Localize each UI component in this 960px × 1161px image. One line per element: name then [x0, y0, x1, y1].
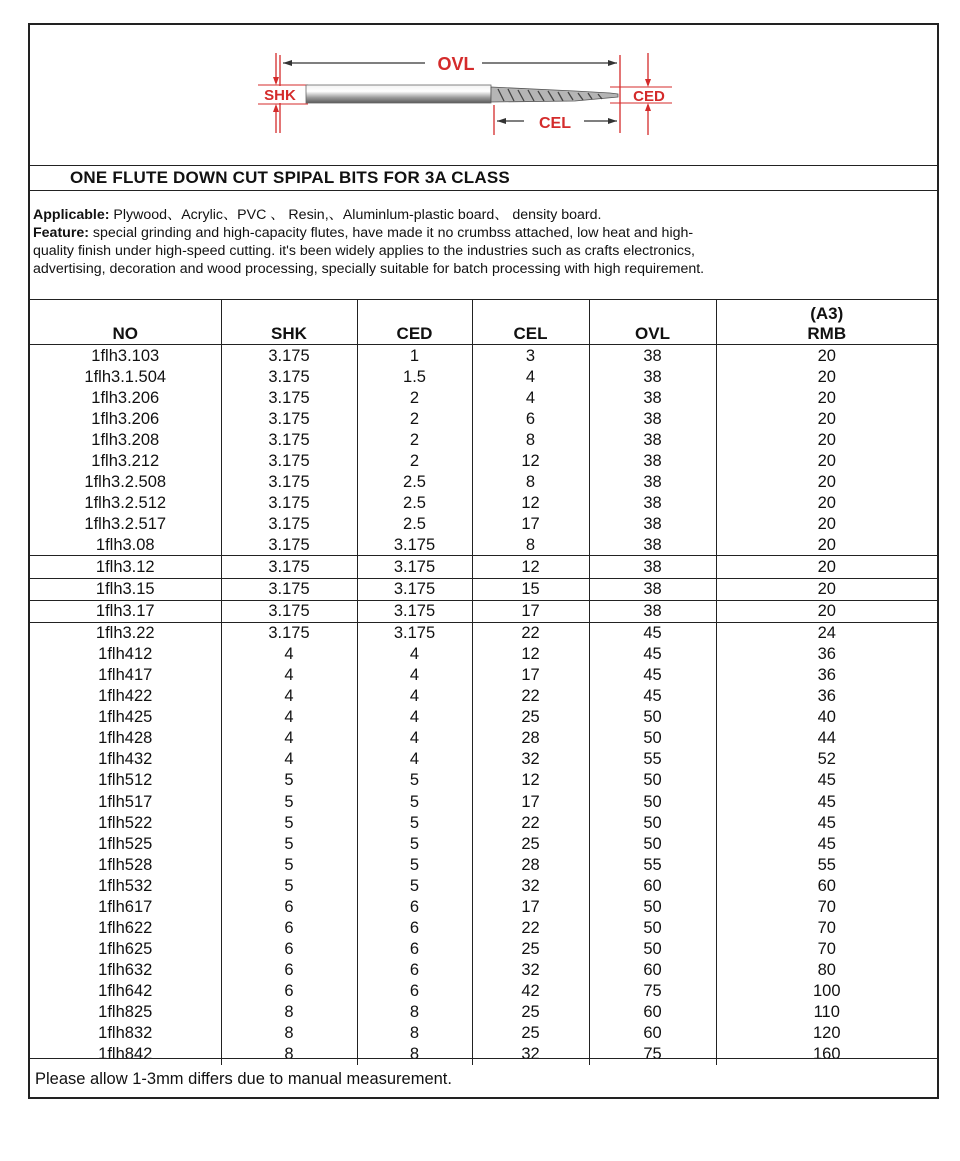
cell-shk: 5: [221, 833, 357, 854]
table-body: [30, 345, 937, 1065]
cell-no: 1flh417: [98, 666, 153, 685]
cell-ced: 2: [357, 387, 472, 408]
cell-shk: 4: [221, 728, 357, 749]
table-row: [30, 812, 937, 833]
cell-price: 20: [716, 429, 937, 450]
cell-price: 45: [716, 791, 937, 812]
table-header-row: [30, 300, 937, 345]
cell-shk: 4: [221, 644, 357, 665]
cell-ced: 3.175: [357, 578, 472, 600]
table-row: [30, 622, 937, 644]
cell-shk: 3.175: [221, 345, 357, 367]
cell-ovl: 55: [589, 749, 716, 770]
cell-price: 110: [716, 1001, 937, 1022]
cell-ced: 3.175: [357, 556, 472, 578]
cell-cel: 25: [472, 938, 589, 959]
table-row: [30, 1023, 937, 1044]
cell-price: 36: [716, 665, 937, 686]
cell-ovl: 45: [589, 644, 716, 665]
table-row: [30, 833, 937, 854]
cell-shk: 3.175: [221, 556, 357, 578]
cel-arrow-right: [608, 118, 617, 124]
cell-ovl: 38: [589, 345, 716, 367]
cell-no: 1flh3.206: [91, 409, 160, 428]
cell-shk: 8: [221, 1044, 357, 1065]
cell-no: 1flh525: [98, 834, 153, 853]
cell-ced: 8: [357, 1001, 472, 1022]
cell-cel: 12: [472, 492, 589, 513]
cell-cel: 17: [472, 665, 589, 686]
table-row: [30, 791, 937, 812]
cell-ced: 2.5: [357, 471, 472, 492]
cell-shk: 3.175: [221, 578, 357, 600]
cell-cel: 42: [472, 980, 589, 1001]
cell-shk: 3.175: [221, 622, 357, 644]
cell-no: 1flh3.103: [91, 346, 160, 365]
cell-ovl: 75: [589, 1044, 716, 1065]
cell-ced: 5: [357, 791, 472, 812]
table-row: [30, 644, 937, 665]
header-ced: CED: [357, 300, 472, 345]
cell-no: 1flh512: [98, 771, 153, 790]
cell-ced: 6: [357, 896, 472, 917]
cell-ced: 4: [357, 728, 472, 749]
cell-cel: 4: [472, 387, 589, 408]
cell-price: 20: [716, 345, 937, 367]
shk-label: SHK: [264, 87, 296, 104]
cell-cel: 15: [472, 578, 589, 600]
ovl-arrow-right: [608, 60, 617, 66]
cell-ovl: 60: [589, 875, 716, 896]
cell-price: 120: [716, 1023, 937, 1044]
shk-arrow-bottom: [273, 104, 279, 112]
cell-price: 100: [716, 980, 937, 1001]
spec-sheet: [28, 23, 939, 1099]
feature-line-3: advertising, decoration and wood processing, specially suitable for batch processing with high requirement.: [33, 261, 705, 277]
cell-shk: 3.175: [221, 534, 357, 556]
cell-no: 1flh3.208: [91, 430, 160, 449]
cell-ovl: 38: [589, 534, 716, 556]
cell-shk: 3.175: [221, 450, 357, 471]
cell-shk: 3.175: [221, 513, 357, 534]
table-row: [30, 556, 937, 578]
cell-no: 1flh3.1.504: [84, 367, 167, 386]
cell-ced: 4: [357, 644, 472, 665]
cell-shk: 8: [221, 1001, 357, 1022]
cell-ovl: 38: [589, 429, 716, 450]
table-row: [30, 959, 937, 980]
cell-shk: 4: [221, 686, 357, 707]
table-row: [30, 387, 937, 408]
cell-no: 1flh3.2.508: [84, 472, 167, 491]
cell-price: 60: [716, 875, 937, 896]
cell-shk: 3.175: [221, 600, 357, 622]
cell-ovl: 50: [589, 896, 716, 917]
cell-ced: 3.175: [357, 622, 472, 644]
ovl-arrow-left: [283, 60, 292, 66]
table-row: [30, 728, 937, 749]
table-row: [30, 938, 937, 959]
spec-table: [30, 300, 937, 1065]
table-row: [30, 366, 937, 387]
cell-no: 1flh412: [98, 645, 153, 664]
cell-price: 20: [716, 492, 937, 513]
measurement-note: Please allow 1-3mm differs due to manual measurement.: [35, 1070, 452, 1088]
cell-no: 1flh528: [98, 855, 153, 874]
cell-price: 24: [716, 622, 937, 644]
cell-no: 1flh625: [98, 939, 153, 958]
cell-ced: 8: [357, 1023, 472, 1044]
cell-no: 1flh825: [98, 1002, 153, 1021]
cell-ced: 3.175: [357, 534, 472, 556]
cell-ced: 6: [357, 959, 472, 980]
cell-ovl: 45: [589, 686, 716, 707]
cell-ovl: 45: [589, 622, 716, 644]
cell-price: 45: [716, 770, 937, 791]
cell-shk: 3.175: [221, 366, 357, 387]
cell-cel: 28: [472, 854, 589, 875]
cell-ovl: 38: [589, 578, 716, 600]
cell-ovl: 45: [589, 665, 716, 686]
cell-shk: 6: [221, 959, 357, 980]
title-row: [30, 165, 937, 191]
cell-ovl: 50: [589, 791, 716, 812]
ced-label: CED: [633, 88, 665, 105]
cell-price: 70: [716, 896, 937, 917]
header-price: [716, 300, 937, 345]
cell-cel: 25: [472, 1023, 589, 1044]
cell-ced: 4: [357, 707, 472, 728]
cell-price: 70: [716, 917, 937, 938]
cell-ovl: 60: [589, 1023, 716, 1044]
bit-dimension-diagram: [30, 25, 937, 166]
header-cel: CEL: [472, 300, 589, 345]
cell-shk: 6: [221, 917, 357, 938]
table-row: [30, 450, 937, 471]
cell-price: 20: [716, 600, 937, 622]
cell-ced: 6: [357, 917, 472, 938]
router-bit-drawing: [30, 25, 937, 165]
cell-shk: 3.175: [221, 429, 357, 450]
cell-price: 52: [716, 749, 937, 770]
cell-price: 20: [716, 366, 937, 387]
cell-shk: 3.175: [221, 492, 357, 513]
cell-ovl: 38: [589, 408, 716, 429]
cell-price: 20: [716, 450, 937, 471]
cell-ced: 2.5: [357, 492, 472, 513]
cell-price: 20: [716, 387, 937, 408]
table-row: [30, 707, 937, 728]
cell-cel: 12: [472, 450, 589, 471]
table-row: [30, 345, 937, 367]
cell-no: 1flh622: [98, 918, 153, 937]
cell-no: 1flh517: [98, 792, 153, 811]
cell-no: 1flh3.2.517: [84, 514, 167, 533]
cell-price: 55: [716, 854, 937, 875]
cell-price: 36: [716, 686, 937, 707]
cell-ced: 1.5: [357, 366, 472, 387]
feature-line-1: [33, 224, 693, 242]
cell-ovl: 38: [589, 556, 716, 578]
cell-shk: 6: [221, 980, 357, 1001]
cell-cel: 25: [472, 833, 589, 854]
table-row: [30, 875, 937, 896]
spec-table-wrap: [30, 300, 937, 1065]
cell-cel: 17: [472, 513, 589, 534]
cell-shk: 4: [221, 707, 357, 728]
cell-cel: 22: [472, 686, 589, 707]
table-row: [30, 665, 937, 686]
cell-cel: 22: [472, 917, 589, 938]
cell-no: 1flh432: [98, 750, 153, 769]
cell-price: 45: [716, 812, 937, 833]
header-no: NO: [30, 300, 221, 345]
cell-no: 1flh3.17: [30, 600, 221, 622]
cell-price: 20: [716, 513, 937, 534]
cell-ovl: 50: [589, 728, 716, 749]
header-ovl: OVL: [589, 300, 716, 345]
table-row: [30, 492, 937, 513]
cell-price: 20: [716, 471, 937, 492]
cell-ced: 4: [357, 749, 472, 770]
note-row: [30, 1058, 937, 1100]
cell-shk: 6: [221, 938, 357, 959]
header-shk: SHK: [221, 300, 357, 345]
cell-cel: 22: [472, 622, 589, 644]
cell-cel: 8: [472, 471, 589, 492]
cell-ced: 6: [357, 938, 472, 959]
cell-price: 44: [716, 728, 937, 749]
header-a3: (A3): [810, 304, 844, 323]
cell-shk: 3.175: [221, 471, 357, 492]
cell-cel: 8: [472, 429, 589, 450]
cell-price: 20: [716, 556, 937, 578]
cell-ovl: 75: [589, 980, 716, 1001]
cell-no: 1flh532: [98, 876, 153, 895]
table-row: [30, 600, 937, 622]
cell-ced: 2.5: [357, 513, 472, 534]
cell-no: 1flh428: [98, 729, 153, 748]
cell-ovl: 60: [589, 1001, 716, 1022]
cell-cel: 17: [472, 791, 589, 812]
cell-cel: 4: [472, 366, 589, 387]
table-row: [30, 408, 937, 429]
cell-ced: 5: [357, 875, 472, 896]
cell-ced: 5: [357, 854, 472, 875]
cell-price: 40: [716, 707, 937, 728]
table-row: [30, 896, 937, 917]
table-row: [30, 513, 937, 534]
cell-ovl: 38: [589, 513, 716, 534]
cell-no: 1flh3.206: [91, 388, 160, 407]
cell-shk: 5: [221, 812, 357, 833]
cell-cel: 32: [472, 959, 589, 980]
cell-ced: 5: [357, 770, 472, 791]
cell-ced: 2: [357, 450, 472, 471]
cell-cel: 25: [472, 707, 589, 728]
shk-arrow-top: [273, 77, 279, 85]
cell-ovl: 60: [589, 959, 716, 980]
cell-ovl: 38: [589, 387, 716, 408]
cell-price: 20: [716, 578, 937, 600]
cell-ced: 5: [357, 812, 472, 833]
table-row: [30, 471, 937, 492]
cell-cel: 8: [472, 534, 589, 556]
table-row: [30, 749, 937, 770]
cell-shk: 8: [221, 1023, 357, 1044]
cell-shk: 3.175: [221, 387, 357, 408]
cell-ced: 6: [357, 980, 472, 1001]
feature-label: Feature:: [33, 225, 89, 241]
cell-cel: 12: [472, 644, 589, 665]
cell-no: 1flh842: [98, 1045, 153, 1064]
cell-ced: 8: [357, 1044, 472, 1065]
cell-price: 80: [716, 959, 937, 980]
info-block: [30, 191, 937, 300]
cell-no: 1flh3.212: [91, 451, 160, 470]
cell-shk: 5: [221, 854, 357, 875]
table-row: [30, 686, 937, 707]
cell-no: 1flh3.2.512: [84, 493, 167, 512]
applicable-label: Applicable:: [33, 207, 110, 223]
cell-cel: 12: [472, 556, 589, 578]
cell-cel: 17: [472, 896, 589, 917]
cell-no: 1flh422: [98, 687, 153, 706]
cell-ovl: 38: [589, 471, 716, 492]
cell-ced: 4: [357, 665, 472, 686]
cell-price: 20: [716, 408, 937, 429]
cell-ced: 3.175: [357, 600, 472, 622]
feature-line-2: quality finish under high-speed cutting. it's been widely applies to the industries such as crafts electronics,: [33, 243, 695, 259]
cell-cel: 32: [472, 1044, 589, 1065]
cell-no: 1flh3.08: [30, 534, 221, 556]
ovl-label: OVL: [437, 54, 475, 74]
cell-cel: 25: [472, 1001, 589, 1022]
cell-cel: 32: [472, 749, 589, 770]
cell-no: 1flh632: [98, 960, 153, 979]
table-row: [30, 854, 937, 875]
cell-ovl: 38: [589, 450, 716, 471]
cell-cel: 22: [472, 812, 589, 833]
bit-shank: [306, 85, 491, 103]
cell-cel: 17: [472, 600, 589, 622]
cell-no: 1flh3.22: [95, 624, 155, 643]
cell-shk: 6: [221, 896, 357, 917]
cell-cel: 28: [472, 728, 589, 749]
cell-shk: 5: [221, 875, 357, 896]
cell-no: 1flh522: [98, 813, 153, 832]
cell-no: 1flh617: [98, 897, 153, 916]
applicable-line: [33, 206, 601, 224]
cell-ced: 5: [357, 833, 472, 854]
cell-ced: 1: [357, 345, 472, 367]
applicable-text: Plywood、Acrylic、PVC 、 Resin,、Aluminlum-plastic board、 density board.: [109, 207, 602, 223]
cell-shk: 4: [221, 749, 357, 770]
table-row: [30, 578, 937, 600]
table-row: [30, 429, 937, 450]
cell-ced: 4: [357, 686, 472, 707]
cell-ovl: 50: [589, 707, 716, 728]
cell-no: 1flh642: [98, 981, 153, 1000]
cell-ovl: 38: [589, 366, 716, 387]
cell-shk: 5: [221, 770, 357, 791]
cell-shk: 3.175: [221, 408, 357, 429]
cell-ced: 2: [357, 408, 472, 429]
cel-arrow-left: [497, 118, 506, 124]
table-row: [30, 917, 937, 938]
cell-cel: 6: [472, 408, 589, 429]
cell-shk: 5: [221, 791, 357, 812]
cell-no: 1flh832: [98, 1024, 153, 1043]
cell-price: 36: [716, 644, 937, 665]
cell-ovl: 38: [589, 600, 716, 622]
table-row: [30, 770, 937, 791]
cell-ovl: 50: [589, 812, 716, 833]
feature-text-1: special grinding and high-capacity flutes, have made it no crumbss attached, low heat and high-: [88, 225, 694, 241]
cell-ovl: 50: [589, 770, 716, 791]
cell-price: 20: [716, 534, 937, 556]
page-title: ONE FLUTE DOWN CUT SPIPAL BITS FOR 3A CLASS: [70, 168, 510, 187]
table-row: [30, 1001, 937, 1022]
cell-price: 70: [716, 938, 937, 959]
cell-price: 160: [716, 1044, 937, 1065]
cell-price: 45: [716, 833, 937, 854]
header-rmb: RMB: [807, 324, 847, 343]
cell-ovl: 50: [589, 833, 716, 854]
cell-cel: 12: [472, 770, 589, 791]
cell-ovl: 50: [589, 938, 716, 959]
cell-ovl: 55: [589, 854, 716, 875]
cell-cel: 32: [472, 875, 589, 896]
table-row: [30, 980, 937, 1001]
cell-cel: 3: [472, 345, 589, 367]
cell-ovl: 38: [589, 492, 716, 513]
cell-no: 1flh3.12: [30, 556, 221, 578]
cell-no: 1flh3.15: [30, 578, 221, 600]
cell-ovl: 50: [589, 917, 716, 938]
cell-no: 1flh425: [98, 708, 153, 727]
ced-arrow-top: [645, 79, 651, 87]
cell-shk: 4: [221, 665, 357, 686]
table-row: [30, 534, 937, 556]
cell-ced: 2: [357, 429, 472, 450]
cel-label: CEL: [539, 115, 571, 132]
